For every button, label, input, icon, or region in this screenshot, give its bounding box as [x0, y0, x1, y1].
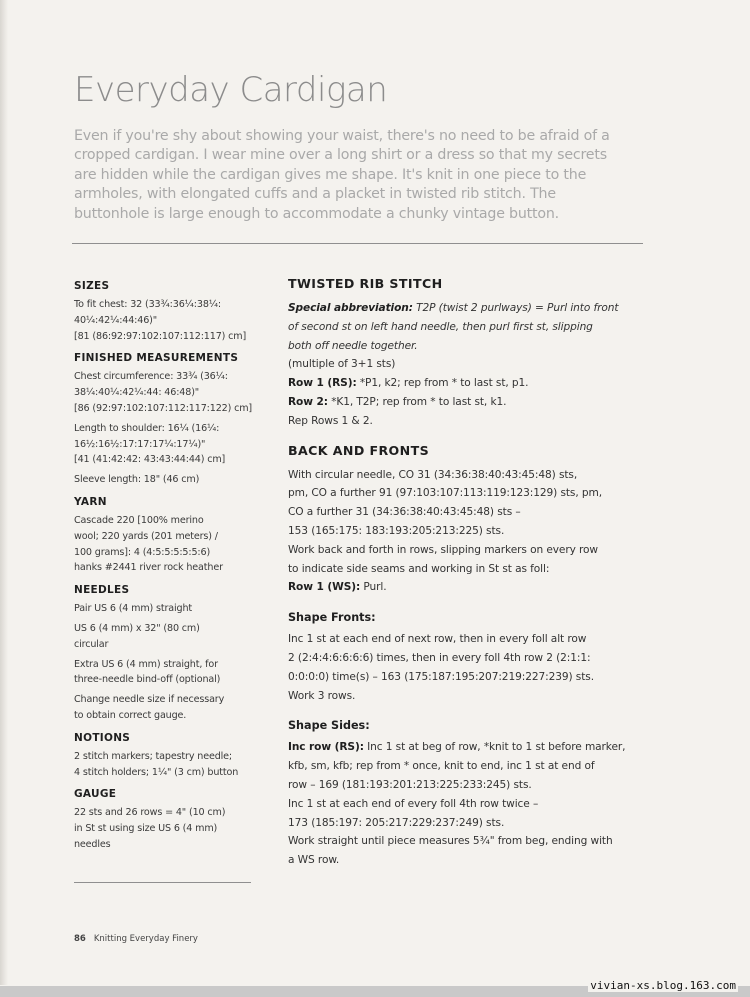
back-fronts-text [288, 466, 668, 598]
needles-text [74, 621, 259, 653]
needles-text [74, 657, 259, 689]
yarn-section [74, 496, 259, 576]
text-line: 4 stitch holders; 1¼" (3 cm) button [74, 766, 239, 778]
text-line [288, 738, 668, 757]
text-line: (multiple of 3+1 sts) [288, 358, 396, 371]
text-line [288, 299, 668, 318]
text-line: US 6 (4 mm) x 32" (80 cm) [74, 622, 200, 634]
divider-left [74, 882, 251, 883]
text-line: Rep Rows 1 & 2. [288, 414, 373, 427]
shape-fronts-heading: Shape Fronts: [288, 611, 376, 625]
text-line: Work straight until piece measures 5¾" from beg, ending with [288, 835, 613, 848]
chest-circumference-text [74, 369, 259, 416]
needles-heading: NEEDLES [74, 584, 130, 597]
text-line: both off needle together. [288, 339, 418, 352]
twisted-rib-text [288, 299, 668, 431]
needles-section [74, 584, 259, 724]
sizes-heading: SIZES [74, 280, 110, 292]
text-line: of second st on left hand needle, then purl first st, slipping [288, 320, 593, 333]
shape-fronts-text [288, 630, 668, 705]
text-line: to obtain correct gauge. [74, 709, 187, 721]
text-line: wool; 220 yards (201 meters) / [74, 530, 218, 542]
needles-text [74, 601, 259, 617]
notions-text [74, 749, 259, 781]
text-line: 173 (185:197: 205:217:229:237:249) sts. [288, 816, 505, 829]
finished-measurements-section [74, 352, 259, 488]
text-line: circular [74, 638, 109, 650]
row-text: Inc 1 st at beg of row, *knit to 1 st before marker, [363, 741, 626, 754]
abbreviation-text: T2P (twist 2 purlways) = Purl into front [412, 302, 619, 314]
divider-top [72, 243, 643, 244]
text-line: 100 grams]: 4 (4:5:5:5:5:5:6) [74, 546, 211, 558]
yarn-text [74, 513, 259, 576]
gauge-heading: GAUGE [74, 788, 117, 801]
sleeve-length-text [74, 472, 259, 488]
sizes-text [74, 297, 259, 344]
text-line: 2 stitch markers; tapestry needle; [74, 750, 232, 762]
text-line: needles [74, 838, 111, 850]
text-line [288, 578, 668, 597]
back-fronts-section [288, 443, 668, 598]
text-line: Sleeve length: 18" (46 cm) [74, 474, 200, 486]
text-line: three-needle bind-off (optional) [74, 674, 221, 686]
twisted-rib-heading: TWISTED RIB STITCH [288, 276, 443, 291]
text-line: 2 (2:4:4:6:6:6:6) times, then in every foll 4th row 2 (2:1:1: [288, 651, 591, 664]
row-label: Inc row (RS): [288, 741, 364, 754]
text-line: Extra US 6 (4 mm) straight, for [74, 658, 218, 670]
text-line: Work 3 rows. [288, 689, 356, 702]
text-line: 153 (165:175: 183:193:205:213:225) sts. [288, 524, 505, 537]
text-line: Pair US 6 (4 mm) straight [74, 603, 193, 615]
needles-text [74, 692, 259, 724]
gauge-section [74, 788, 259, 852]
text-line: a WS row. [288, 854, 340, 867]
text-line: To fit chest: 32 (33¾:36¼:38¼: [74, 299, 222, 310]
intro-paragraph [74, 127, 644, 224]
text-line: in St st using size US 6 (4 mm) [74, 823, 218, 835]
twisted-rib-section [288, 276, 668, 431]
row-text: Purl. [360, 581, 387, 594]
length-to-shoulder-text [74, 421, 259, 468]
text-line: Work back and forth in rows, slipping markers on every row [288, 543, 598, 556]
intro-line: cropped cardigan. I wear mine over a long shirt or a dress so that my secrets [74, 147, 607, 164]
text-line: kfb, sm, kfb; rep from * once, knit to end, inc 1 st at end of [288, 760, 595, 773]
yarn-heading: YARN [74, 495, 107, 508]
text-line: 38¼:40¼:42¼:44: 46:48)" [74, 387, 200, 399]
row-text: *K1, T2P; rep from * to last st, k1. [327, 395, 507, 408]
page-footer [74, 934, 198, 944]
page-number: 86 [74, 934, 86, 944]
page-edge-shadow [0, 0, 8, 985]
text-line: Inc 1 st at each end of every foll 4th row twice – [288, 797, 539, 810]
text-line: row – 169 (181:193:201:213:225:233:245) sts. [288, 778, 532, 791]
intro-line: are hidden while the cardigan gives me shape. It's knit in one piece to the [74, 166, 587, 183]
gauge-text [74, 805, 259, 852]
text-line: [86 (92:97:102:107:112:117:122) cm] [74, 402, 253, 414]
shape-sides-heading: Shape Sides: [288, 719, 370, 733]
text-line: CO a further 31 (34:36:38:40:43:45:48) sts – [288, 506, 521, 519]
text-line: to indicate side seams and working in St st as foll: [288, 562, 550, 575]
row-label: Row 1 (WS): [288, 581, 361, 594]
intro-line: armholes, with elongated cuffs and a placket in twisted rib stitch. The [74, 186, 556, 203]
instructions-column [288, 276, 668, 882]
intro-line: Even if you're shy about showing your waist, there's no need to be afraid of a [74, 128, 610, 144]
text-line: Change needle size if necessary [74, 694, 225, 706]
text-line: 22 sts and 26 rows = 4" (10 cm) [74, 807, 226, 819]
text-line: [81 (86:92:97:102:107:112:117) cm] [74, 330, 247, 342]
text-line: Chest circumference: 33¾ (36¼: [74, 371, 228, 383]
row-text: *P1, k2; rep from * to last st, p1. [356, 377, 529, 390]
back-fronts-heading: BACK AND FRONTS [288, 442, 430, 458]
text-line: pm, CO a further 91 (97:103:107:113:119:123:129) sts, pm, [288, 487, 602, 500]
text-line: With circular needle, CO 31 (34:36:38:40:43:45:48) sts, [288, 468, 578, 481]
row-label: Row 1 (RS): [288, 377, 357, 390]
shape-sides-section [288, 717, 668, 870]
intro-line: buttonhole is large enough to accommodate a chunky vintage button. [74, 205, 559, 222]
shape-fronts-section [288, 609, 668, 705]
text-line: hanks #2441 river rock heather [74, 562, 223, 574]
text-line: Inc 1 st at each end of next row, then in every foll alt row [288, 633, 587, 646]
finished-measurements-heading: FINISHED MEASUREMENTS [74, 352, 239, 365]
materials-column [74, 280, 259, 861]
sizes-section [74, 280, 259, 344]
notions-heading: NOTIONS [74, 731, 131, 744]
abbreviation-label: Special abbreviation: [288, 302, 413, 314]
text-line [288, 393, 668, 412]
shape-sides-text [288, 738, 668, 870]
text-line: 0:0:0:0) time(s) – 163 (175:187:195:207:219:227:239) sts. [288, 670, 594, 683]
book-title: Knitting Everyday Finery [93, 934, 198, 944]
notions-section [74, 732, 259, 781]
text-line: [41 (41:42:42: 43:43:44:44) cm] [74, 454, 226, 466]
page-title: Everyday Cardigan [74, 70, 388, 110]
text-line: 16½:16½:17:17:17¼:17¼)" [74, 438, 206, 450]
text-line: Length to shoulder: 16¼ (16¼: [74, 422, 220, 434]
text-line: 40¼:42¼:44:46)" [74, 314, 158, 326]
text-line [288, 374, 668, 393]
row-label: Row 2: [288, 395, 328, 408]
text-line: Cascade 220 [100% merino [74, 514, 204, 526]
watermark-text: vivian-xs.blog.163.com [590, 979, 736, 992]
